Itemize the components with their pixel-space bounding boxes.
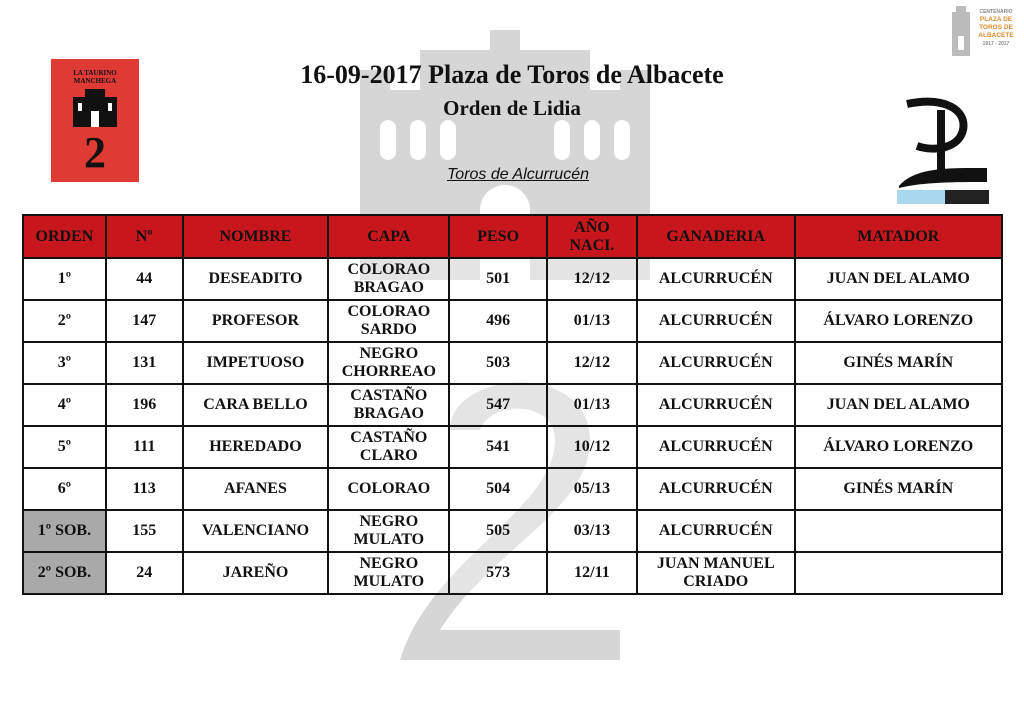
- cell-capa: CASTAÑO BRAGAO: [328, 384, 449, 426]
- col-header-capa: CAPA: [328, 215, 449, 258]
- cell-orden: 6º: [23, 468, 106, 510]
- cell-capa: NEGRO MULATO: [328, 510, 449, 552]
- lidia-order-table: [22, 214, 1003, 595]
- cell-capa: COLORAO SARDO: [328, 300, 449, 342]
- bulls-caption: Toros de Alcurrucén: [447, 166, 589, 183]
- cell-numero: 147: [106, 300, 183, 342]
- tower-icon: [950, 6, 972, 56]
- centenario-logo: [948, 4, 1020, 58]
- table-header-row: [23, 215, 1002, 258]
- cell-peso: 547: [449, 384, 547, 426]
- cell-numero: 24: [106, 552, 183, 594]
- cell-ano: 05/13: [547, 468, 637, 510]
- cell-matador: [795, 552, 1002, 594]
- logo-text-line: CENTENARIO: [979, 9, 1013, 15]
- table-row: [23, 510, 1002, 552]
- cell-orden: 5º: [23, 426, 106, 468]
- table-row: [23, 342, 1002, 384]
- cell-numero: 44: [106, 258, 183, 300]
- cell-ganaderia: JUAN MANUEL CRIADO: [637, 552, 795, 594]
- col-header-numero: Nº: [106, 215, 183, 258]
- cell-ganaderia: ALCURRUCÉN: [637, 300, 795, 342]
- cell-ganaderia: ALCURRUCÉN: [637, 426, 795, 468]
- cell-numero: 113: [106, 468, 183, 510]
- cell-peso: 503: [449, 342, 547, 384]
- cell-capa: NEGRO MULATO: [328, 552, 449, 594]
- cell-ano: 01/13: [547, 384, 637, 426]
- table-row: [23, 426, 1002, 468]
- cell-capa: CASTAÑO CLARO: [328, 426, 449, 468]
- cell-ganaderia: ALCURRUCÉN: [637, 342, 795, 384]
- cell-numero: 155: [106, 510, 183, 552]
- logo-text-line: 1917 - 2017: [982, 41, 1010, 47]
- page-subtitle: Orden de Lidia: [443, 96, 581, 120]
- cell-ano: 03/13: [547, 510, 637, 552]
- table-row: [23, 300, 1002, 342]
- cell-matador: [795, 510, 1002, 552]
- cell-ano: 10/12: [547, 426, 637, 468]
- cell-nombre: CARA BELLO: [183, 384, 329, 426]
- cell-nombre: HEREDADO: [183, 426, 329, 468]
- cell-ganaderia: ALCURRUCÉN: [637, 384, 795, 426]
- cell-numero: 196: [106, 384, 183, 426]
- cell-ganaderia: ALCURRUCÉN: [637, 468, 795, 510]
- col-header-matador: MATADOR: [795, 215, 1002, 258]
- cell-numero: 131: [106, 342, 183, 384]
- cell-matador: GINÉS MARÍN: [795, 342, 1002, 384]
- logo-text-line: MANCHEGA: [73, 77, 117, 85]
- cell-matador: JUAN DEL ALAMO: [795, 384, 1002, 426]
- cell-nombre: DESEADITO: [183, 258, 329, 300]
- cell-matador: GINÉS MARÍN: [795, 468, 1002, 510]
- cell-matador: ÁLVARO LORENZO: [795, 426, 1002, 468]
- cell-ano: 01/13: [547, 300, 637, 342]
- cell-peso: 496: [449, 300, 547, 342]
- cell-nombre: IMPETUOSO: [183, 342, 329, 384]
- cell-peso: 501: [449, 258, 547, 300]
- table-row: [23, 258, 1002, 300]
- cell-peso: 504: [449, 468, 547, 510]
- cell-ano: 12/11: [547, 552, 637, 594]
- cell-peso: 505: [449, 510, 547, 552]
- logo-text-line: TOROS DE: [979, 24, 1013, 31]
- col-header-peso: PESO: [449, 215, 547, 258]
- logo-text-line: ALBACETE: [978, 32, 1014, 39]
- cell-nombre: JAREÑO: [183, 552, 329, 594]
- cell-ano: 12/12: [547, 258, 637, 300]
- cell-capa: COLORAO: [328, 468, 449, 510]
- cell-orden: 4º: [23, 384, 106, 426]
- cell-orden: 3º: [23, 342, 106, 384]
- cell-orden: 2º: [23, 300, 106, 342]
- cell-nombre: AFANES: [183, 468, 329, 510]
- cell-capa: NEGRO CHORREAO: [328, 342, 449, 384]
- cell-orden: 1º SOB.: [23, 510, 106, 552]
- table-row: [23, 384, 1002, 426]
- cell-matador: ÁLVARO LORENZO: [795, 300, 1002, 342]
- cell-capa: COLORAO BRAGAO: [328, 258, 449, 300]
- col-header-nombre: NOMBRE: [183, 215, 329, 258]
- cell-peso: 573: [449, 552, 547, 594]
- col-header-ano-naci: AÑO NACI.: [547, 215, 637, 258]
- cell-ano: 12/12: [547, 342, 637, 384]
- cell-numero: 111: [106, 426, 183, 468]
- col-header-ganaderia: GANADERIA: [637, 215, 795, 258]
- cell-matador: JUAN DEL ALAMO: [795, 258, 1002, 300]
- cell-orden: 2º SOB.: [23, 552, 106, 594]
- table-row: [23, 468, 1002, 510]
- cell-ganaderia: ALCURRUCÉN: [637, 510, 795, 552]
- table-row: [23, 552, 1002, 594]
- col-header-orden: ORDEN: [23, 215, 106, 258]
- cell-nombre: PROFESOR: [183, 300, 329, 342]
- cell-orden: 1º: [23, 258, 106, 300]
- logo-numeral: 2: [84, 128, 106, 177]
- page-title: 16-09-2017 Plaza de Toros de Albacete: [300, 60, 724, 89]
- cell-nombre: VALENCIANO: [183, 510, 329, 552]
- cell-ganaderia: ALCURRUCÉN: [637, 258, 795, 300]
- logo-text-line: PLAZA DE: [979, 16, 1013, 23]
- cell-peso: 541: [449, 426, 547, 468]
- logo-text-line: LA TAURINO: [73, 69, 117, 77]
